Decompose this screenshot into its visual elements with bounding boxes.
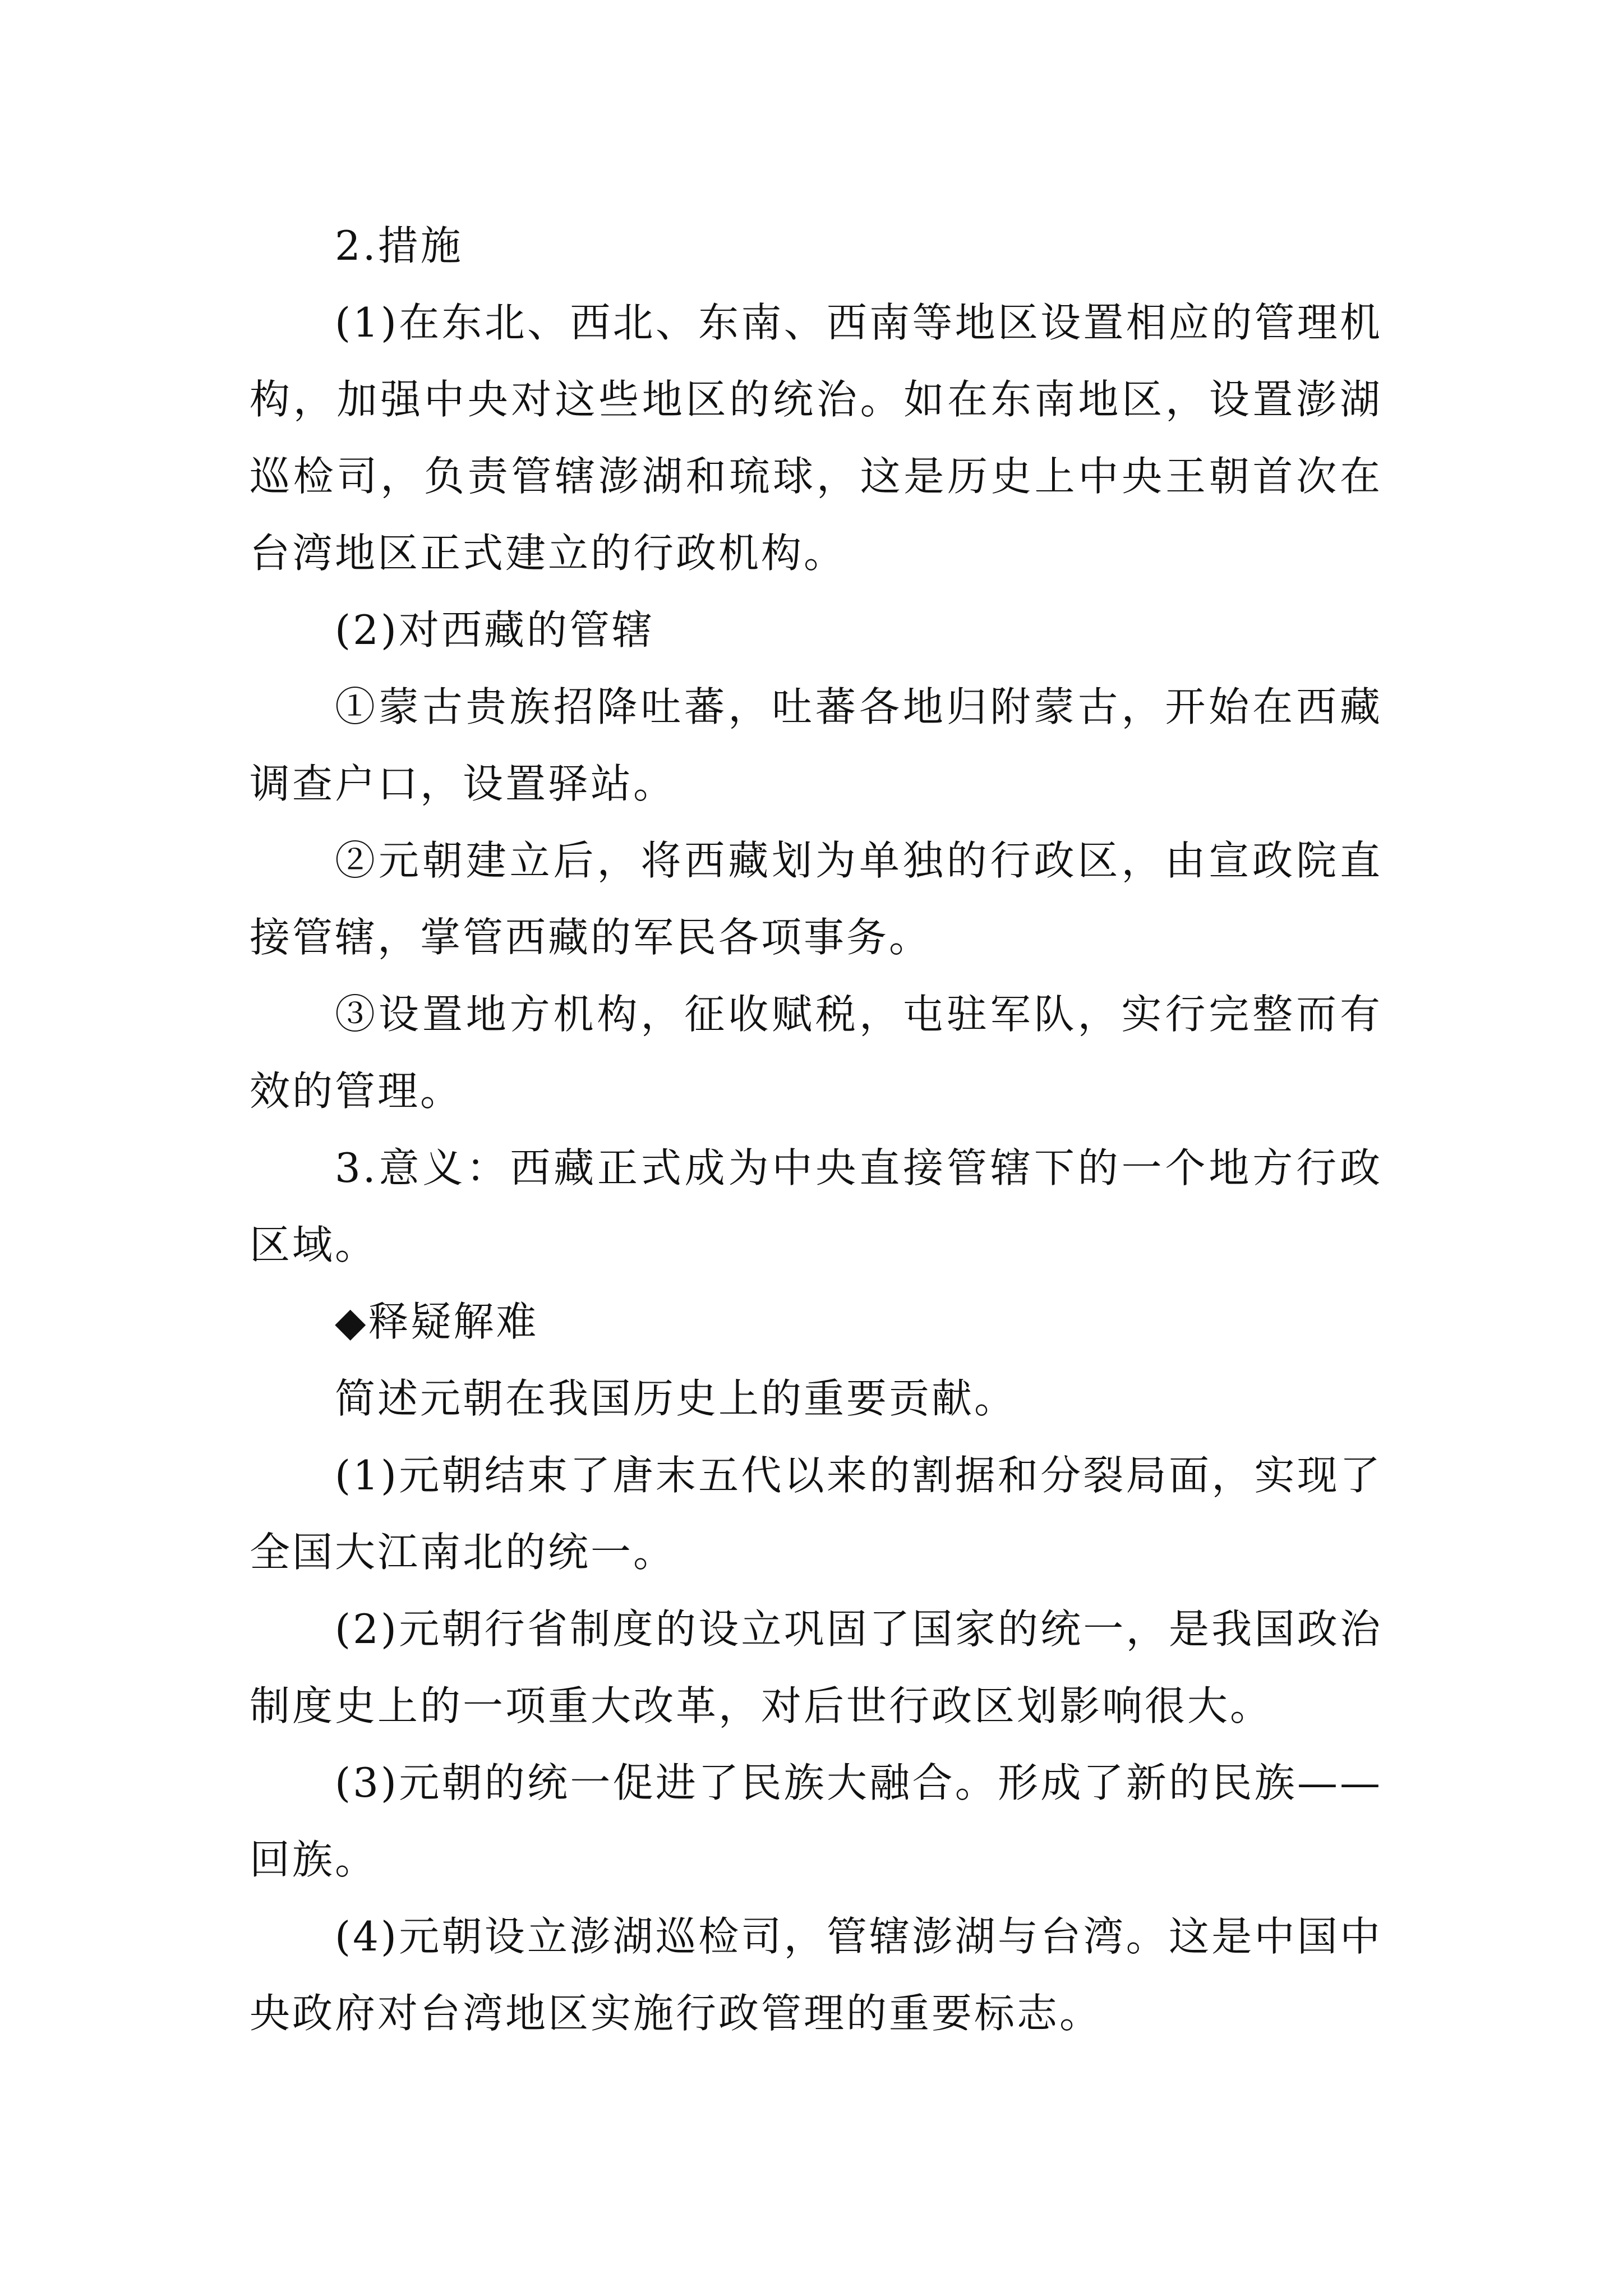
paragraph-tibet-2: ②元朝建立后，将西藏划为单独的行政区，由宣政院直接管辖，掌管西藏的军民各项事务。 xyxy=(250,837,1382,961)
section-heading-measures: 2.措施 xyxy=(335,222,463,269)
paragraph-tibet-1: ①蒙古贵族招降吐蕃，吐蕃各地归附蒙古，开始在西藏调查户口，设置驿站。 xyxy=(250,683,1382,807)
answer-point-2: (2)元朝行省制度的设立巩固了国家的统一，是我国政治制度史上的一项重大改革，对后世行政区划影响很大。 xyxy=(250,1605,1382,1729)
paragraph-tibet-3: ③设置地方机构，征收赋税，屯驻军队，实行完整而有效的管理。 xyxy=(250,991,1382,1115)
paragraph-measure-1: (1)在东北、西北、东南、西南等地区设置相应的管理机构，加强中央对这些地区的统治。如在东南地区，设置澎湖巡检司，负责管辖澎湖和琉球，这是历史上中央王朝首次在台湾地区正式建立的行政机构。 xyxy=(250,299,1382,577)
section-heading-significance: 3.意义：西藏正式成为中央直接管辖下的一个地方行政区域。 xyxy=(250,1144,1382,1268)
document-body xyxy=(250,208,1382,2052)
answer-point-1: (1)元朝结束了唐末五代以来的割据和分裂局面，实现了全国大江南北的统一。 xyxy=(250,1452,1382,1576)
answer-point-3: (3)元朝的统一促进了民族大融合。形成了新的民族——回族。 xyxy=(250,1759,1382,1883)
paragraph-tibet-heading: (2)对西藏的管辖 xyxy=(335,606,654,654)
answer-point-4: (4)元朝设立澎湖巡检司，管辖澎湖与台湾。这是中国中央政府对台湾地区实施行政管理的重要标志。 xyxy=(250,1913,1382,2037)
section-heading-faq: ◆释疑解难 xyxy=(335,1298,539,1345)
question-text: 简述元朝在我国历史上的重要贡献。 xyxy=(335,1375,1017,1422)
